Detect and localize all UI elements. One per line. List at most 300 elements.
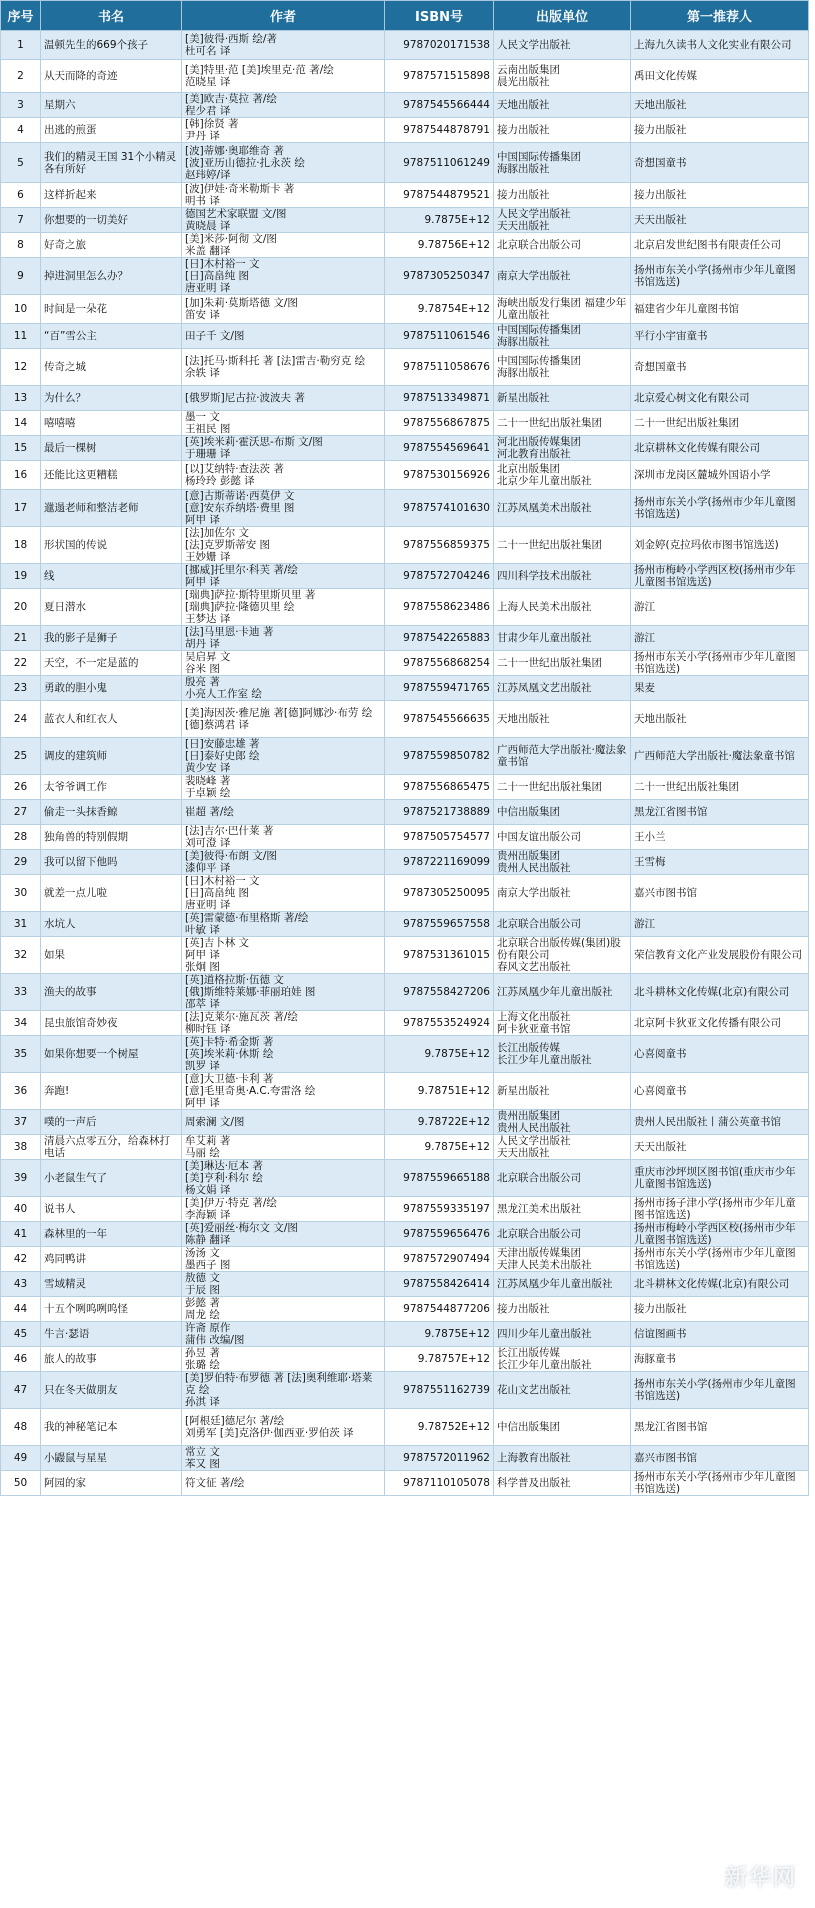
table-row — [1, 589, 809, 626]
book-title: 阿园的家 — [41, 1471, 182, 1496]
book-isbn: 9787556868254 — [385, 651, 494, 676]
book-publisher: 长江出版传媒 长江少年儿童出版社 — [494, 1347, 631, 1372]
book-recommender: 禹田文化传媒 — [631, 60, 809, 93]
header-title: 书名 — [41, 1, 182, 31]
book-isbn: 9787556867875 — [385, 411, 494, 436]
book-publisher: 中国友谊出版公司 — [494, 825, 631, 850]
table-row — [1, 825, 809, 850]
book-author: 孙昱 著 张璐 绘 — [182, 1347, 385, 1372]
book-recommender: 嘉兴市图书馆 — [631, 1446, 809, 1471]
book-publisher: 二十一世纪出版社集团 — [494, 527, 631, 564]
book-recommender: 扬州市东关小学(扬州市少年儿童图书馆选送) — [631, 651, 809, 676]
book-author: [美]海因茨·雅尼施 著[德]阿娜沙·布劳 绘 [德]蔡鸿君 译 — [182, 701, 385, 738]
row-index: 1 — [1, 31, 41, 60]
book-publisher: 贵州出版集团 贵州人民出版社 — [494, 1110, 631, 1135]
book-title: 水坑人 — [41, 912, 182, 937]
book-author: 符文征 著/绘 — [182, 1471, 385, 1496]
book-title: 我的影子是狮子 — [41, 626, 182, 651]
book-publisher: 新星出版社 — [494, 386, 631, 411]
row-index: 25 — [1, 738, 41, 775]
book-recommender: 贵州人民出版社丨蒲公英童书馆 — [631, 1110, 809, 1135]
table-row — [1, 1222, 809, 1247]
book-title: 形状国的传说 — [41, 527, 182, 564]
book-publisher: 科学普及出版社 — [494, 1471, 631, 1496]
row-index: 14 — [1, 411, 41, 436]
book-isbn: 9787572907494 — [385, 1247, 494, 1272]
book-isbn: 9787544877206 — [385, 1297, 494, 1322]
row-index: 30 — [1, 875, 41, 912]
book-isbn: 9787559471765 — [385, 676, 494, 701]
book-author: 汤汤 文 墨西子 图 — [182, 1247, 385, 1272]
row-index: 13 — [1, 386, 41, 411]
book-author: 敖德 文 于辰 图 — [182, 1272, 385, 1297]
book-publisher: 黑龙江美术出版社 — [494, 1197, 631, 1222]
table-row — [1, 324, 809, 349]
book-publisher: 中国国际传播集团 海豚出版社 — [494, 143, 631, 183]
row-index: 32 — [1, 937, 41, 974]
book-recommender: 平行小宇宙童书 — [631, 324, 809, 349]
book-recommender: 接力出版社 — [631, 1297, 809, 1322]
book-recommender: 刘金婷(克拉玛依市图书馆选送) — [631, 527, 809, 564]
row-index: 31 — [1, 912, 41, 937]
row-index: 10 — [1, 295, 41, 324]
book-author: [美]罗伯特·布罗德 著 [法]奥利维耶·塔莱克 绘 孙淇 译 — [182, 1372, 385, 1409]
book-author: [以]艾纳特·查法茨 著 杨玲玲 彭懿 译 — [182, 461, 385, 490]
book-author: 崔超 著/绘 — [182, 800, 385, 825]
table-row — [1, 183, 809, 208]
book-title: 太爷爷调工作 — [41, 775, 182, 800]
book-recommender: 天天出版社 — [631, 208, 809, 233]
book-author: [美]琳达·厄本 著 [美]亨利·科尔 绘 杨文娟 译 — [182, 1160, 385, 1197]
book-title: 蓝衣人和红衣人 — [41, 701, 182, 738]
row-index: 49 — [1, 1446, 41, 1471]
row-index: 7 — [1, 208, 41, 233]
book-recommender: 王雪梅 — [631, 850, 809, 875]
book-title: 雪域精灵 — [41, 1272, 182, 1297]
book-publisher: 贵州出版集团 贵州人民出版社 — [494, 850, 631, 875]
book-title: 噗的一声后 — [41, 1110, 182, 1135]
book-isbn: 9787554569641 — [385, 436, 494, 461]
book-publisher: 人民文学出版社 — [494, 31, 631, 60]
row-index: 2 — [1, 60, 41, 93]
book-title: 夏日潜水 — [41, 589, 182, 626]
row-index: 28 — [1, 825, 41, 850]
book-publisher: 南京大学出版社 — [494, 875, 631, 912]
book-author: [英]雷蒙德·布里格斯 著/绘 叶敏 译 — [182, 912, 385, 937]
watermark-logo: 新华网 — [724, 1866, 797, 1891]
table-row — [1, 1446, 809, 1471]
book-recommender: 天地出版社 — [631, 93, 809, 118]
table-row — [1, 143, 809, 183]
book-recommender: 北京启发世纪图书有限责任公司 — [631, 233, 809, 258]
book-recommender: 接力出版社 — [631, 183, 809, 208]
book-isbn: 9787020171538 — [385, 31, 494, 60]
book-publisher: 海峡出版发行集团 福建少年儿童出版社 — [494, 295, 631, 324]
book-title: 旅人的故事 — [41, 1347, 182, 1372]
book-author: 田子千 文/图 — [182, 324, 385, 349]
book-publisher: 接力出版社 — [494, 1297, 631, 1322]
book-isbn: 9787545566635 — [385, 701, 494, 738]
book-author: [波]伊娃·奇米勒斯卡 著 明书 译 — [182, 183, 385, 208]
table-row — [1, 775, 809, 800]
book-title: 你想要的一切美好 — [41, 208, 182, 233]
table-row — [1, 1322, 809, 1347]
book-publisher: 江苏凤凰少年儿童出版社 — [494, 974, 631, 1011]
row-index: 27 — [1, 800, 41, 825]
table-row — [1, 295, 809, 324]
book-title: 嘻嘻嘻 — [41, 411, 182, 436]
book-author: [法]克莱尔·施瓦茨 著/绘 柳时钰 译 — [182, 1011, 385, 1036]
book-author: 德国艺术家联盟 文/图 黄晓晨 译 — [182, 208, 385, 233]
book-isbn: 9787559665188 — [385, 1160, 494, 1197]
book-author: [英]爱丽丝·梅尔文 文/图 陈静 翻译 — [182, 1222, 385, 1247]
book-isbn: 9787521738889 — [385, 800, 494, 825]
table-row — [1, 1471, 809, 1496]
book-publisher: 中国国际传播集团 海豚出版社 — [494, 324, 631, 349]
book-recommender: 奇想国童书 — [631, 349, 809, 386]
table-row — [1, 60, 809, 93]
book-isbn: 9787559657558 — [385, 912, 494, 937]
row-index: 17 — [1, 490, 41, 527]
book-title: 温顿先生的669个孩子 — [41, 31, 182, 60]
book-author: [英]吉卜林 文 阿甲 译 张炯 图 — [182, 937, 385, 974]
book-publisher: 天地出版社 — [494, 93, 631, 118]
book-isbn: 9787110105078 — [385, 1471, 494, 1496]
table-row — [1, 208, 809, 233]
book-publisher: 花山文艺出版社 — [494, 1372, 631, 1409]
book-title: 森林里的一年 — [41, 1222, 182, 1247]
book-author: 吴启昇 文 谷米 图 — [182, 651, 385, 676]
table-row — [1, 1135, 809, 1160]
book-publisher: 二十一世纪出版社集团 — [494, 775, 631, 800]
book-recommender: 北斗耕林文化传媒(北京)有限公司 — [631, 974, 809, 1011]
book-publisher: 北京联合出版公司 — [494, 233, 631, 258]
book-publisher: 南京大学出版社 — [494, 258, 631, 295]
book-publisher: 天地出版社 — [494, 701, 631, 738]
table-row — [1, 233, 809, 258]
book-isbn: 9787511061249 — [385, 143, 494, 183]
book-author: [美]米莎·阿彻 文/图 米盖 翻译 — [182, 233, 385, 258]
row-index: 11 — [1, 324, 41, 349]
book-title: 我可以留下他吗 — [41, 850, 182, 875]
book-recommender: 奇想国童书 — [631, 143, 809, 183]
row-index: 34 — [1, 1011, 41, 1036]
book-publisher: 上海教育出版社 — [494, 1446, 631, 1471]
book-isbn: 9.78757E+12 — [385, 1347, 494, 1372]
book-recommender: 扬州市东关小学(扬州市少年儿童图书馆选送) — [631, 258, 809, 295]
book-title: 十五个咧呜咧呜怪 — [41, 1297, 182, 1322]
book-isbn: 9.78754E+12 — [385, 295, 494, 324]
book-recommender: 二十一世纪出版社集团 — [631, 411, 809, 436]
book-isbn: 9787305250347 — [385, 258, 494, 295]
book-recommender: 黑龙江省图书馆 — [631, 800, 809, 825]
row-index: 3 — [1, 93, 41, 118]
table-row — [1, 258, 809, 295]
book-recommender: 深圳市龙岗区麓城外国语小学 — [631, 461, 809, 490]
book-title: 奔跑! — [41, 1073, 182, 1110]
header-author: 作者 — [182, 1, 385, 31]
book-isbn: 9787559335197 — [385, 1197, 494, 1222]
row-index: 6 — [1, 183, 41, 208]
table-row — [1, 564, 809, 589]
book-recommender: 果麦 — [631, 676, 809, 701]
book-publisher: 二十一世纪出版社集团 — [494, 651, 631, 676]
table-row — [1, 937, 809, 974]
book-publisher: 新星出版社 — [494, 1073, 631, 1110]
book-title: 勇敢的胆小鬼 — [41, 676, 182, 701]
book-isbn: 9787559850782 — [385, 738, 494, 775]
book-publisher: 上海文化出版社 阿卡狄亚童书馆 — [494, 1011, 631, 1036]
book-recommender: 扬州市梅岭小学西区校(扬州市少年儿童图书馆选送) — [631, 1222, 809, 1247]
table-row — [1, 1409, 809, 1446]
book-recommender: 扬州市东关小学(扬州市少年儿童图书馆选送) — [631, 1372, 809, 1409]
book-author: [美]彼得·西斯 绘/著 杜可名 译 — [182, 31, 385, 60]
row-index: 23 — [1, 676, 41, 701]
book-author: [法]托马·斯科托 著 [法]雷吉·勒穷克 绘 余轶 译 — [182, 349, 385, 386]
table-row — [1, 411, 809, 436]
book-isbn: 9787556859375 — [385, 527, 494, 564]
row-index: 5 — [1, 143, 41, 183]
book-author: [意]大卫德·卡利 著 [意]毛里奇奥·A.C.夸雷洛 绘 阿甲 译 — [182, 1073, 385, 1110]
row-index: 44 — [1, 1297, 41, 1322]
row-index: 45 — [1, 1322, 41, 1347]
table-row — [1, 31, 809, 60]
book-publisher: 北京出版集团 北京少年儿童出版社 — [494, 461, 631, 490]
book-recommender: 游江 — [631, 589, 809, 626]
book-publisher: 北京联合出版公司 — [494, 1160, 631, 1197]
book-author: [波]蒂娜·奥耶维奇 著 [波]亚历山德拉·扎永茨 绘 赵玮婷/译 — [182, 143, 385, 183]
row-index: 26 — [1, 775, 41, 800]
book-isbn: 9787558427206 — [385, 974, 494, 1011]
table-row — [1, 93, 809, 118]
book-publisher: 中信出版集团 — [494, 1409, 631, 1446]
book-recommender: 嘉兴市图书馆 — [631, 875, 809, 912]
book-title: 线 — [41, 564, 182, 589]
book-recommender: 扬州市梅岭小学西区校(扬州市少年儿童图书馆选送) — [631, 564, 809, 589]
book-isbn: 9787571515898 — [385, 60, 494, 93]
book-title: 小老鼠生气了 — [41, 1160, 182, 1197]
book-title: 时间是一朵花 — [41, 295, 182, 324]
book-recommender: 接力出版社 — [631, 118, 809, 143]
table-row — [1, 436, 809, 461]
book-isbn: 9787551162739 — [385, 1372, 494, 1409]
book-publisher: 上海人民美术出版社 — [494, 589, 631, 626]
table-row — [1, 461, 809, 490]
header-index: 序号 — [1, 1, 41, 31]
table-row — [1, 800, 809, 825]
header-recommender: 第一推荐人 — [631, 1, 809, 31]
book-recommender: 扬州市东关小学(扬州市少年儿童图书馆选送) — [631, 490, 809, 527]
row-index: 4 — [1, 118, 41, 143]
book-title: 最后一棵树 — [41, 436, 182, 461]
book-author: 彭懿 著 周龙 绘 — [182, 1297, 385, 1322]
table-row — [1, 701, 809, 738]
book-isbn: 9787572704246 — [385, 564, 494, 589]
book-publisher: 江苏凤凰少年儿童出版社 — [494, 1272, 631, 1297]
row-index: 40 — [1, 1197, 41, 1222]
book-publisher: 河北出版传媒集团 河北教育出版社 — [494, 436, 631, 461]
book-publisher: 北京联合出版传媒(集团)股份有限公司 春风文艺出版社 — [494, 937, 631, 974]
book-author: 殷亮 著 小亮人工作室 绘 — [182, 676, 385, 701]
row-index: 24 — [1, 701, 41, 738]
book-isbn: 9787558623486 — [385, 589, 494, 626]
book-publisher: 云南出版集团 晨光出版社 — [494, 60, 631, 93]
row-index: 37 — [1, 1110, 41, 1135]
book-recommender: 重庆市沙坪坝区图书馆(重庆市少年儿童图书馆选送) — [631, 1160, 809, 1197]
book-author: [英]卡特·希金斯 著 [英]埃米莉·休斯 绘 凯罗 译 — [182, 1036, 385, 1073]
table-row — [1, 490, 809, 527]
book-author: [加]朱莉·莫斯塔德 文/图 笛安 译 — [182, 295, 385, 324]
table-row — [1, 386, 809, 411]
book-recommender: 上海九久读书人文化实业有限公司 — [631, 31, 809, 60]
book-author: [法]吉尔·巴什莱 著 刘可澄 译 — [182, 825, 385, 850]
row-index: 19 — [1, 564, 41, 589]
book-recommender: 福建省少年儿童图书馆 — [631, 295, 809, 324]
row-index: 46 — [1, 1347, 41, 1372]
book-isbn: 9787530156926 — [385, 461, 494, 490]
book-title: 清晨六点零五分，给森林打电话 — [41, 1135, 182, 1160]
book-publisher: 中信出版集团 — [494, 800, 631, 825]
table-row — [1, 875, 809, 912]
book-title: 调皮的建筑师 — [41, 738, 182, 775]
book-title: 如果 — [41, 937, 182, 974]
row-index: 41 — [1, 1222, 41, 1247]
book-publisher: 江苏凤凰文艺出版社 — [494, 676, 631, 701]
book-isbn: 9.7875E+12 — [385, 1135, 494, 1160]
table-row — [1, 1272, 809, 1297]
book-title: 传奇之城 — [41, 349, 182, 386]
book-isbn: 9787544879521 — [385, 183, 494, 208]
book-author: [阿根廷]德尼尔 著/绘 刘勇军 [美]克洛伊·伽西亚·罗伯茨 译 — [182, 1409, 385, 1446]
table-row — [1, 850, 809, 875]
book-author: [日]安藤忠雄 著 [日]泰好史郎 绘 黄少安 译 — [182, 738, 385, 775]
book-author: [意]古斯蒂诺·西莫伊 文 [意]安东乔纳塔·费里 图 阿甲 译 — [182, 490, 385, 527]
table-row — [1, 912, 809, 937]
book-author: 裴晓峰 著 于卓颖 绘 — [182, 775, 385, 800]
row-index: 42 — [1, 1247, 41, 1272]
book-title: 好奇之旅 — [41, 233, 182, 258]
book-isbn: 9.7875E+12 — [385, 1322, 494, 1347]
book-publisher: 人民文学出版社 天天出版社 — [494, 1135, 631, 1160]
book-title: 独角兽的特别假期 — [41, 825, 182, 850]
table-row — [1, 974, 809, 1011]
table-row — [1, 118, 809, 143]
book-isbn: 9.78756E+12 — [385, 233, 494, 258]
book-isbn: 9787513349871 — [385, 386, 494, 411]
book-publisher: 四川科学技术出版社 — [494, 564, 631, 589]
book-author: [美]彼得·布朗 文/图 漆仰平 译 — [182, 850, 385, 875]
table-row — [1, 1347, 809, 1372]
row-index: 48 — [1, 1409, 41, 1446]
row-index: 47 — [1, 1372, 41, 1409]
book-recommender: 北京耕林文化传媒有限公司 — [631, 436, 809, 461]
book-publisher: 接力出版社 — [494, 183, 631, 208]
table-row — [1, 349, 809, 386]
book-isbn: 9787531361015 — [385, 937, 494, 974]
table-row — [1, 738, 809, 775]
book-recommender: 扬州市东关小学(扬州市少年儿童图书馆选送) — [631, 1247, 809, 1272]
book-publisher: 江苏凤凰美术出版社 — [494, 490, 631, 527]
book-recommender: 心喜阅童书 — [631, 1073, 809, 1110]
book-author: [英]埃米莉·霍沃思-布斯 文/图 于珊珊 译 — [182, 436, 385, 461]
book-isbn: 9787558426414 — [385, 1272, 494, 1297]
book-author: [日]木村裕一 文 [日]高畠纯 图 唐亚明 译 — [182, 875, 385, 912]
book-title: 说书人 — [41, 1197, 182, 1222]
book-title: 渔夫的故事 — [41, 974, 182, 1011]
table-row — [1, 1372, 809, 1409]
book-author: [日]木村裕一 文 [日]高畠纯 图 唐亚明 译 — [182, 258, 385, 295]
row-index: 21 — [1, 626, 41, 651]
book-isbn: 9.7875E+12 — [385, 208, 494, 233]
header-row — [1, 1, 809, 31]
book-publisher: 接力出版社 — [494, 118, 631, 143]
table-row — [1, 676, 809, 701]
table-row — [1, 1197, 809, 1222]
book-title: 我的神秘笔记本 — [41, 1409, 182, 1446]
book-author: [美]伊万·特克 著/绘 李海颖 译 — [182, 1197, 385, 1222]
book-isbn: 9787305250095 — [385, 875, 494, 912]
book-title: 我们的精灵王国 31个小精灵各有所好 — [41, 143, 182, 183]
book-isbn: 9787545566444 — [385, 93, 494, 118]
book-recommender: 海豚童书 — [631, 1347, 809, 1372]
row-index: 20 — [1, 589, 41, 626]
book-publisher: 中国国际传播集团 海豚出版社 — [494, 349, 631, 386]
table-row — [1, 1247, 809, 1272]
book-recommender: 黑龙江省图书馆 — [631, 1409, 809, 1446]
book-recommender: 王小兰 — [631, 825, 809, 850]
book-isbn: 9787505754577 — [385, 825, 494, 850]
row-index: 16 — [1, 461, 41, 490]
book-isbn: 9787511061546 — [385, 324, 494, 349]
book-author: [俄罗斯]尼古拉·波波夫 著 — [182, 386, 385, 411]
book-title: “百”雪公主 — [41, 324, 182, 349]
book-title: 如果你想要一个树屋 — [41, 1036, 182, 1073]
row-index: 38 — [1, 1135, 41, 1160]
table-row — [1, 1073, 809, 1110]
book-publisher: 长江出版传媒 长江少年儿童出版社 — [494, 1036, 631, 1073]
book-author: 许斋 原作 蒲伟 改编/图 — [182, 1322, 385, 1347]
row-index: 36 — [1, 1073, 41, 1110]
book-recommender: 荣信教育文化产业发展股份有限公司 — [631, 937, 809, 974]
book-recommender: 扬州市扬子津小学(扬州市少年儿童图书馆选送) — [631, 1197, 809, 1222]
book-author: [美]欧吉·莫拉 著/绘 程少君 译 — [182, 93, 385, 118]
row-index: 39 — [1, 1160, 41, 1197]
book-isbn: 9787556865475 — [385, 775, 494, 800]
book-title: 就差一点儿啦 — [41, 875, 182, 912]
table-row — [1, 626, 809, 651]
table-row — [1, 1110, 809, 1135]
book-recommender: 天地出版社 — [631, 701, 809, 738]
book-title: 星期六 — [41, 93, 182, 118]
table-row — [1, 1036, 809, 1073]
book-publisher: 广西师范大学出版社·魔法象童书馆 — [494, 738, 631, 775]
book-author: [法]加佐尔 文 [法]克罗斯蒂安 图 王妙姗 译 — [182, 527, 385, 564]
row-index: 15 — [1, 436, 41, 461]
row-index: 33 — [1, 974, 41, 1011]
row-index: 29 — [1, 850, 41, 875]
book-title: 偷走一头抹香鲸 — [41, 800, 182, 825]
book-author: 常立 文 苯又 图 — [182, 1446, 385, 1471]
book-isbn: 9787553524924 — [385, 1011, 494, 1036]
book-publisher: 二十一世纪出版社集团 — [494, 411, 631, 436]
book-recommender: 游江 — [631, 912, 809, 937]
book-author: 墨一 文 王祖民 图 — [182, 411, 385, 436]
book-isbn: 9787221169099 — [385, 850, 494, 875]
book-isbn: 9.7875E+12 — [385, 1036, 494, 1073]
book-author: 牟艾莉 著 马丽 绘 — [182, 1135, 385, 1160]
book-author: 周索澜 文/图 — [182, 1110, 385, 1135]
book-publisher: 北京联合出版公司 — [494, 912, 631, 937]
